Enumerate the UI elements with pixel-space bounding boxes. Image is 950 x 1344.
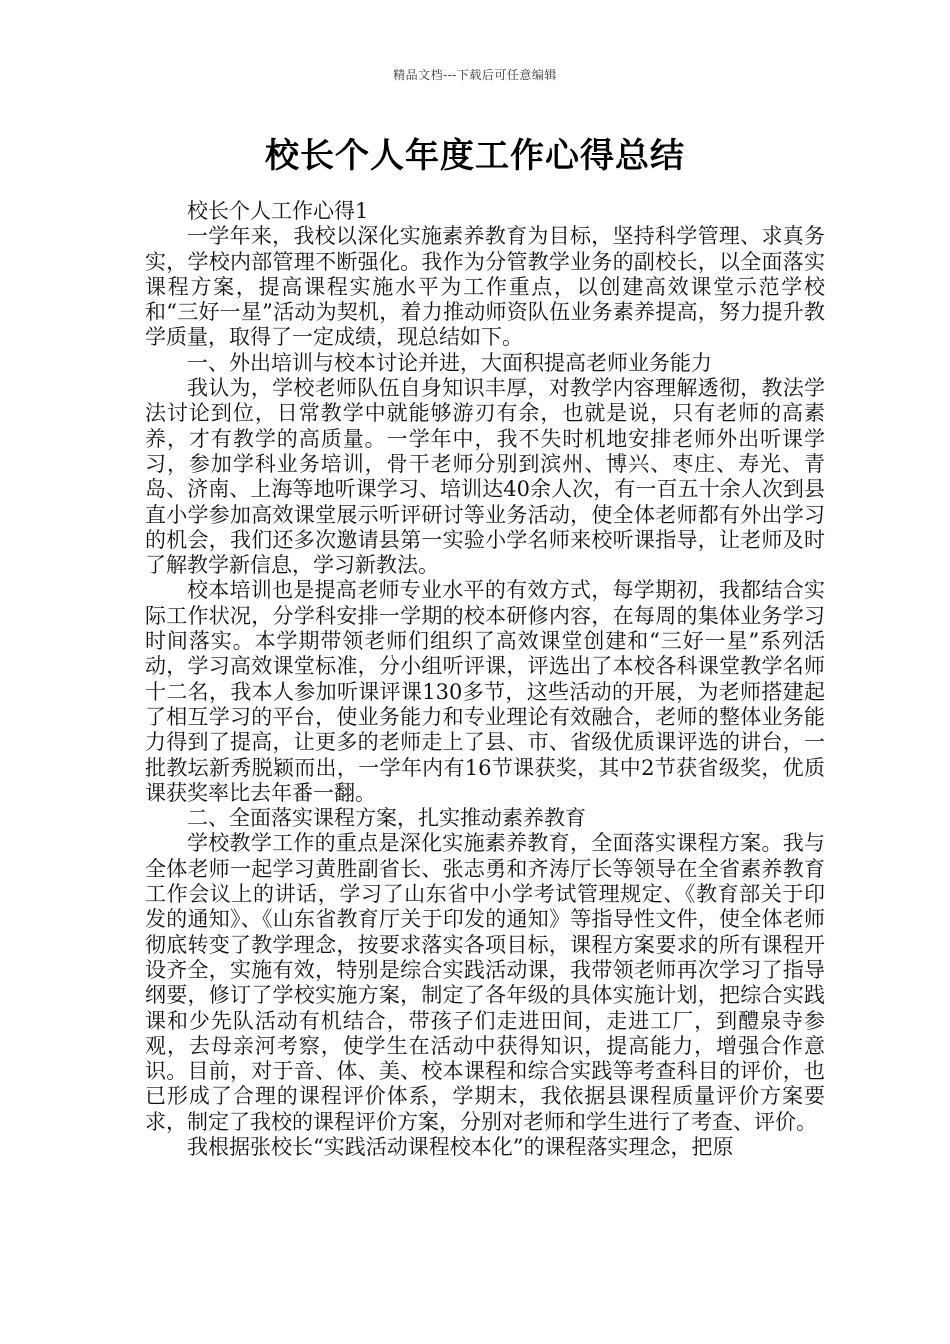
- paragraph-intro: 一学年来，我校以深化实施素养教育为目标，坚持科学管理、求真务实，学校内部管理不断强化。我作为分管教学业务的副校长，以全面落实课程方案，提高课程实施水平为工作重点，以创建高效课堂示范学校和“三好一星”活动为契机，着力推动师资队伍业务素养提高，努力提升教学质量，取得了一定成绩，现总结如下。: [145, 224, 825, 350]
- paragraph: 我认为，学校老师队伍自身知识丰厚，对教学内容理解透彻，教法学法讨论到位，日常教学中就能够游刃有余，也就是说，只有老师的高素养，才有教学的高质量。一学年中，我不失时机地安排老师外出听课学习，参加学科业务培训，骨干老师分别到滨州、博兴、枣庄、寿光、青岛、济南、上海等地听课学习、培训达40余人次，有一百五十余人次到县直小学参加高效课堂展示听评研讨等业务活动，使全体老师都有外出学习的机会，我们还多次邀请县第一实验小学名师来校听课指导，让老师及时了解教学新信息，学习新教法。: [145, 376, 825, 578]
- paragraph: 我根据张校长“实践活动课程校本化”的课程落实理念，把原: [187, 1134, 734, 1159]
- page-header: 精品文档---下载后可任意编辑: [393, 68, 557, 82]
- document-title: 校长个人年度工作心得总结: [265, 136, 685, 176]
- paragraph: 校本培训也是提高老师专业水平的有效方式，每学期初，我都结合实际工作状况，分学科安排一学期的校本研修内容，在每周的集体业务学习时间落实。本学期带领老师们组织了高效课堂创建和“三好一星”系列活动，学习高效课堂标准，分小组听评课，评选出了本校各科课堂教学名师十二名，我本人参加听课评课130多节，这些活动的开展，为老师搭建起了相互学习的平台，使业务能力和专业理论有效融合，老师的整体业务能力得到了提高，让更多的老师走上了县、市、省级优质课评选的讲台，一批教坛新秀脱颖而出，一学年内有16节课获奖，其中2节获省级奖，优质课获奖率比去年番一翻。: [145, 578, 825, 805]
- document-body: [145, 199, 825, 1160]
- paragraph-subtitle: 校长个人工作心得1: [187, 199, 369, 223]
- paragraph: 学校教学工作的重点是深化实施素养教育，全面落实课程方案。我与全体老师一起学习黄胜副省长、张志勇和齐涛厅长等领导在全省素养教育工作会议上的讲话，学习了山东省中小学考试管理规定、《教育部关于印发的通知》、《山东省教育厅关于印发的通知》等指导性文件，使全体老师彻底转变了教学理念，按要求落实各项目标，课程方案要求的所有课程开设齐全，实施有效，特别是综合实践活动课，我带领老师再次学习了指导纲要，修订了学校实施方案，制定了各年级的具体实施计划，把综合实践课和少先队活动有机结合，带孩子们走进田间，走进工厂，到醴泉寺参观，去母亲河考察，使学生在活动中获得知识，提高能力，增强合作意识。目前，对于音、体、美、校本课程和综合实践等考查科目的评价，也已形成了合理的课程评价体系，学期末，我依据县课程质量评价方案要求，制定了我校的课程评价方案，分别对老师和学生进行了考查、评价。: [145, 831, 825, 1134]
- section-heading-2: 二、全面落实课程方案，扎实推动素养教育: [187, 806, 586, 831]
- section-heading-1: 一、外出培训与校本讨论并进，大面积提高老师业务能力: [187, 350, 712, 375]
